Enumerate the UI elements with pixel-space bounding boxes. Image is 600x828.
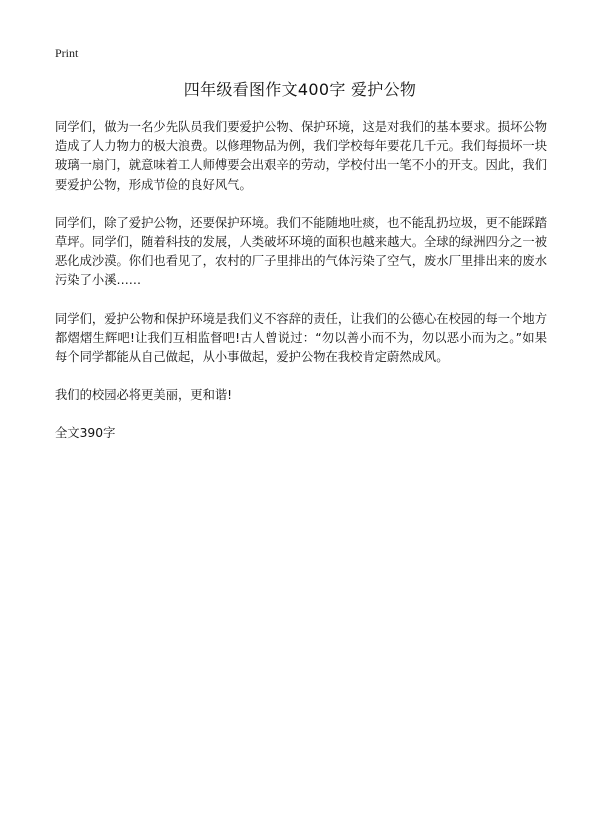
article-body [55,118,547,444]
print-link[interactable]: Print [55,46,79,60]
paragraph-1: 同学们，做为一名少先队员我们要爱护公物、保护环境，这是对我们的基本要求。损坏公物造成了人力物力的极大浪费。以修理物品为例，我们学校每年要花几千元。我们每损坏一块玻璃一扇门，就意味着工人师傅要会出艰辛的劳动，学校付出一笔不小的开支。因此，我们要爱护公物，形成节俭的良好风气。 [55,120,547,192]
page-title: 四年级看图作文400字 爱护公物 [183,80,417,99]
word-count: 全文390字 [55,426,116,441]
paragraph-3: 同学们，爱护公物和保护环境是我们义不容辞的责任，让我们的公德心在校园的每一个地方都熠熠生辉吧!让我们互相监督吧!古人曾说过：“勿以善小而不为，勿以恶小而为之。”如果每个同学都能从自己做起，从小事做起，爱护公物在我校肯定蔚然成风。 [55,311,547,365]
paragraph-2: 同学们，除了爱护公物，还要保护环境。我们不能随地吐痰，也不能乱扔垃圾，更不能踩踏草坪。同学们，随着科技的发展，人类破坏环境的面积也越来越大。全球的绿洲四分之一被恶化成沙漠。你们也看见了，农村的厂子里排出的气体污染了空气，废水厂里排出来的废水污染了小溪…… [55,215,547,288]
paragraph-4: 我们的校园必将更美丽，更和谐! [55,388,233,403]
